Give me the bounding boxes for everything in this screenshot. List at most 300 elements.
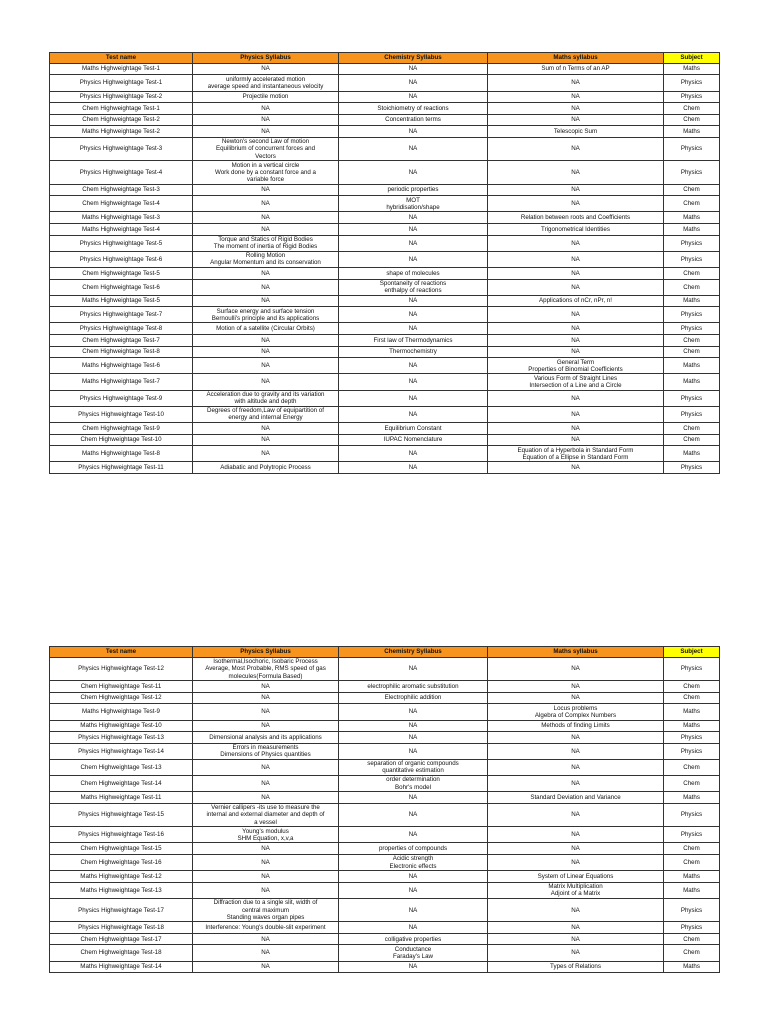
cell-line: NA [571, 325, 580, 333]
physics-syllabus-cell [193, 137, 339, 160]
table-row [50, 279, 720, 295]
cell-line: NA [571, 665, 580, 673]
test-name-cell: Physics Highweightage Test-14 [50, 743, 193, 759]
maths-syllabus-cell [488, 126, 664, 138]
cell-line: SHM Equation, x,v,a [237, 834, 294, 842]
physics-syllabus-cell [193, 704, 339, 720]
cell-line: Isothermal,Isochoric, Isobaric Process [213, 658, 318, 666]
cell-line: NA [571, 831, 580, 839]
cell-line: NA [261, 348, 270, 356]
physics-syllabus-cell [193, 307, 339, 323]
cell-line: NA [261, 963, 270, 971]
physics-syllabus-cell [193, 91, 339, 103]
subject-cell: Chem [664, 335, 720, 347]
physics-syllabus-cell [193, 235, 339, 251]
subject-cell: Maths [664, 212, 720, 224]
cell-line: Motion in a vertical circle [231, 161, 300, 169]
cell-line: NA [571, 200, 580, 208]
table-row [50, 358, 720, 374]
cell-line: Surface energy and surface tension [216, 307, 315, 315]
physics-syllabus-cell [193, 843, 339, 855]
physics-syllabus-cell [193, 759, 339, 775]
cell-line: separation of organic compounds [367, 760, 459, 768]
cell-line: Dimensional analysis and its applications [209, 733, 322, 741]
physics-syllabus-cell [193, 279, 339, 295]
maths-syllabus-cell [488, 759, 664, 775]
cell-line: NA [261, 436, 270, 444]
maths-syllabus-cell [488, 75, 664, 91]
table-row [50, 406, 720, 422]
chemistry-syllabus-cell [339, 267, 488, 279]
table-row [50, 422, 720, 434]
test-name-cell: Chem Highweightage Test-4 [50, 196, 193, 212]
cell-line: NA [408, 463, 418, 471]
physics-syllabus-cell [193, 720, 339, 732]
maths-syllabus-cell [488, 63, 664, 75]
subject-cell: Chem [664, 759, 720, 775]
header-chemistry-syllabus: Chemistry Syllabus [339, 53, 488, 64]
cell-line: NA [261, 763, 270, 771]
table-row [50, 335, 720, 347]
cell-line: Bernoulli's principle and its applications [211, 314, 320, 322]
cell-line: Projectile motion [242, 93, 289, 101]
cell-line: with altitude and depth [234, 398, 297, 406]
cell-line: NA [261, 935, 270, 943]
header-test-name: Test name [50, 647, 193, 658]
subject-cell: Chem [664, 267, 720, 279]
chemistry-syllabus-cell [339, 75, 488, 91]
test-name-cell: Chem Highweightage Test-3 [50, 184, 193, 196]
test-name-cell: Physics Highweightage Test-15 [50, 803, 193, 826]
chemistry-syllabus-cell [339, 933, 488, 945]
cell-line: NA [408, 93, 418, 101]
chemistry-syllabus-cell [339, 63, 488, 75]
physics-syllabus-cell [193, 462, 339, 474]
test-name-cell: Maths Highweightage Test-5 [50, 295, 193, 307]
test-name-cell: Chem Highweightage Test-5 [50, 267, 193, 279]
maths-syllabus-cell [488, 803, 664, 826]
table-row [50, 854, 720, 870]
maths-syllabus-cell [488, 137, 664, 160]
cell-line: Errors in measurements [232, 744, 299, 752]
cell-line: NA [261, 104, 270, 112]
table-row [50, 843, 720, 855]
chemistry-syllabus-cell [339, 390, 488, 406]
cell-line: NA [261, 116, 270, 124]
cell-line: NA [261, 297, 270, 305]
maths-syllabus-cell [488, 792, 664, 804]
test-name-cell: Physics Highweightage Test-16 [50, 827, 193, 843]
chemistry-syllabus-cell [339, 776, 488, 792]
maths-syllabus-cell [488, 434, 664, 446]
table-row [50, 933, 720, 945]
cell-line: NA [408, 168, 418, 176]
cell-line: Sum of n Terms of an AP [541, 65, 610, 73]
physics-syllabus-cell [193, 295, 339, 307]
subject-cell: Chem [664, 279, 720, 295]
table-row [50, 898, 720, 921]
cell-line: a vessel [254, 818, 277, 826]
table-row [50, 446, 720, 462]
subject-cell: Physics [664, 323, 720, 335]
cell-line: NA [571, 811, 580, 819]
cell-line: NA [408, 225, 418, 233]
table-row [50, 184, 720, 196]
chemistry-syllabus-cell [339, 323, 488, 335]
header-physics-syllabus: Physics Syllabus [193, 53, 339, 64]
header-maths-syllabus: Maths syllabus [488, 53, 664, 64]
physics-syllabus-cell [193, 75, 339, 91]
chemistry-syllabus-cell [339, 114, 488, 126]
subject-cell: Chem [664, 776, 720, 792]
cell-line: NA [261, 682, 270, 690]
cell-line: Newton's second Law of motion [221, 138, 310, 146]
subject-cell: Maths [664, 374, 720, 390]
cell-line: NA [261, 858, 270, 866]
table-row [50, 323, 720, 335]
cell-line: NA [408, 127, 418, 135]
cell-line: NA [261, 336, 270, 344]
maths-syllabus-cell [488, 91, 664, 103]
subject-cell: Physics [664, 732, 720, 744]
cell-line: NA [408, 886, 418, 894]
test-name-cell: Physics Highweightage Test-1 [50, 75, 193, 91]
cell-line: NA [408, 747, 418, 755]
table-row [50, 346, 720, 358]
cell-line: Types of Relations [550, 963, 601, 971]
maths-syllabus-cell [488, 346, 664, 358]
cell-line: NA [571, 336, 580, 344]
cell-line: NA [261, 127, 270, 135]
cell-line: NA [571, 858, 580, 866]
cell-line: NA [408, 239, 418, 247]
chemistry-syllabus-cell [339, 681, 488, 693]
maths-syllabus-cell [488, 114, 664, 126]
physics-syllabus-cell [193, 776, 339, 792]
cell-line: MOT [406, 196, 420, 204]
header-chemistry-syllabus: Chemistry Syllabus [339, 647, 488, 658]
cell-line: average speed and instantaneous velocity [207, 82, 324, 90]
maths-syllabus-cell [488, 898, 664, 921]
cell-line: NA [571, 269, 580, 277]
table-row [50, 692, 720, 704]
maths-syllabus-cell [488, 657, 664, 680]
cell-line: NA [408, 665, 418, 673]
test-name-cell: Physics Highweightage Test-4 [50, 161, 193, 184]
test-name-cell: Chem Highweightage Test-10 [50, 434, 193, 446]
test-name-cell: Physics Highweightage Test-2 [50, 91, 193, 103]
test-name-cell: Maths Highweightage Test-12 [50, 871, 193, 883]
chemistry-syllabus-cell [339, 126, 488, 138]
subject-cell: Physics [664, 251, 720, 267]
chemistry-syllabus-cell [339, 335, 488, 347]
maths-syllabus-cell [488, 323, 664, 335]
subject-cell: Physics [664, 307, 720, 323]
subject-cell: Chem [664, 945, 720, 961]
physics-syllabus-cell [193, 335, 339, 347]
cell-line: NA [408, 906, 418, 914]
maths-syllabus-cell [488, 743, 664, 759]
table-row [50, 114, 720, 126]
physics-syllabus-cell [193, 346, 339, 358]
table-row [50, 720, 720, 732]
test-name-cell: Chem Highweightage Test-14 [50, 776, 193, 792]
chemistry-syllabus-cell [339, 843, 488, 855]
table-row [50, 63, 720, 75]
chemistry-syllabus-cell [339, 720, 488, 732]
table-row [50, 196, 720, 212]
maths-syllabus-cell [488, 422, 664, 434]
maths-syllabus-cell [488, 776, 664, 792]
cell-line: NA [261, 793, 270, 801]
subject-cell: Physics [664, 235, 720, 251]
cell-line: Stoichiometry of reactions [377, 104, 449, 112]
test-name-cell: Maths Highweightage Test-14 [50, 961, 193, 973]
syllabus-table-2 [49, 646, 720, 973]
maths-syllabus-cell [488, 827, 664, 843]
cell-line: molecules(Formula Based) [228, 672, 303, 680]
physics-syllabus-cell [193, 212, 339, 224]
table-row [50, 212, 720, 224]
chemistry-syllabus-cell [339, 854, 488, 870]
subject-cell: Physics [664, 922, 720, 934]
cell-line: NA [261, 362, 270, 370]
test-name-cell: Maths Highweightage Test-7 [50, 374, 193, 390]
maths-syllabus-cell [488, 295, 664, 307]
physics-syllabus-cell [193, 945, 339, 961]
maths-syllabus-cell [488, 212, 664, 224]
subject-cell: Physics [664, 137, 720, 160]
subject-cell: Physics [664, 390, 720, 406]
cell-line: NA [571, 845, 580, 853]
cell-line: NA [571, 348, 580, 356]
physics-syllabus-cell [193, 223, 339, 235]
cell-line: Bohr's model [395, 783, 431, 791]
cell-line: NA [408, 214, 418, 222]
cell-line: NA [571, 79, 580, 87]
header-row [50, 53, 720, 64]
cell-line: Degrees of freedom,Law of equipartition of [207, 407, 324, 415]
table-row [50, 161, 720, 184]
cell-line: variable force [246, 176, 285, 184]
maths-syllabus-cell [488, 235, 664, 251]
table-row [50, 103, 720, 115]
test-name-cell: Physics Highweightage Test-18 [50, 922, 193, 934]
table-row [50, 759, 720, 775]
cell-line: electrophilic aromatic substitution [367, 682, 459, 690]
cell-line: Standard Deviation and Variance [530, 793, 621, 801]
test-name-cell: Physics Highweightage Test-11 [50, 462, 193, 474]
cell-line: Spontaneity of reactions [379, 279, 447, 287]
maths-syllabus-cell [488, 267, 664, 279]
chemistry-syllabus-cell [339, 462, 488, 474]
cell-line: NA [571, 694, 580, 702]
physics-syllabus-cell [193, 933, 339, 945]
test-name-cell: Chem Highweightage Test-2 [50, 114, 193, 126]
test-name-cell: Chem Highweightage Test-9 [50, 422, 193, 434]
maths-syllabus-cell [488, 961, 664, 973]
chemistry-syllabus-cell [339, 871, 488, 883]
chemistry-syllabus-cell [339, 803, 488, 826]
physics-syllabus-cell [193, 961, 339, 973]
physics-syllabus-cell [193, 681, 339, 693]
chemistry-syllabus-cell [339, 137, 488, 160]
subject-cell: Maths [664, 882, 720, 898]
maths-syllabus-cell [488, 732, 664, 744]
subject-cell: Physics [664, 898, 720, 921]
cell-line: NA [571, 145, 580, 153]
subject-cell: Chem [664, 114, 720, 126]
table-row [50, 681, 720, 693]
cell-line: NA [408, 362, 418, 370]
chemistry-syllabus-cell [339, 792, 488, 804]
maths-syllabus-cell [488, 945, 664, 961]
test-name-cell: Chem Highweightage Test-6 [50, 279, 193, 295]
maths-syllabus-cell [488, 681, 664, 693]
cell-line: Average, Most Probable, RMS speed of gas [205, 665, 326, 673]
table-row [50, 267, 720, 279]
cell-line: periodic properties [387, 186, 439, 194]
cell-line: Various Form of Straight Lines [533, 374, 618, 382]
cell-line: quantitative estimation [382, 767, 444, 775]
cell-line: NA [408, 65, 418, 73]
syllabus-table-1 [49, 52, 720, 474]
subject-cell: Chem [664, 422, 720, 434]
cell-line: NA [408, 325, 418, 333]
test-name-cell: Chem Highweightage Test-12 [50, 692, 193, 704]
chemistry-syllabus-cell [339, 184, 488, 196]
table-row [50, 743, 720, 759]
chemistry-syllabus-cell [339, 945, 488, 961]
subject-cell: Maths [664, 446, 720, 462]
chemistry-syllabus-cell [339, 103, 488, 115]
header-physics-syllabus: Physics Syllabus [193, 647, 339, 658]
cell-line: General Term [556, 358, 595, 366]
cell-line: Equilibrium of concurrent forces and [215, 145, 316, 153]
cell-line: The moment of inertia of Rigid Bodies [213, 243, 318, 251]
test-name-cell: Chem Highweightage Test-17 [50, 933, 193, 945]
cell-line: Electrophilic addition [384, 694, 442, 702]
cell-line: NA [261, 949, 270, 957]
subject-cell: Physics [664, 827, 720, 843]
test-name-cell: Chem Highweightage Test-1 [50, 103, 193, 115]
subject-cell: Chem [664, 933, 720, 945]
cell-line: NA [571, 733, 580, 741]
subject-cell: Physics [664, 406, 720, 422]
chemistry-syllabus-cell [339, 882, 488, 898]
subject-cell: Physics [664, 75, 720, 91]
cell-line: NA [571, 239, 580, 247]
physics-syllabus-cell [193, 103, 339, 115]
cell-line: NA [571, 935, 580, 943]
subject-cell: Chem [664, 346, 720, 358]
chemistry-syllabus-cell [339, 251, 488, 267]
cell-line: NA [408, 378, 418, 386]
table-row [50, 776, 720, 792]
cell-line: NA [571, 780, 580, 788]
subject-cell: Physics [664, 91, 720, 103]
maths-syllabus-cell [488, 922, 664, 934]
cell-line: Faraday's Law [392, 953, 434, 961]
subject-cell: Maths [664, 295, 720, 307]
maths-syllabus-cell [488, 374, 664, 390]
physics-syllabus-cell [193, 854, 339, 870]
test-name-cell: Chem Highweightage Test-8 [50, 346, 193, 358]
chemistry-syllabus-cell [339, 743, 488, 759]
cell-line: colligative properties [384, 935, 442, 943]
chemistry-syllabus-cell [339, 898, 488, 921]
cell-line: NA [408, 963, 418, 971]
physics-syllabus-cell [193, 267, 339, 279]
test-name-cell: Maths Highweightage Test-3 [50, 212, 193, 224]
cell-line: Intersection of a Line and a Circle [529, 381, 622, 389]
table-row [50, 827, 720, 843]
maths-syllabus-cell [488, 358, 664, 374]
cell-line: Rolling Motion [245, 252, 286, 260]
cell-line: Properties of Binomial Coefficients [528, 365, 623, 373]
physics-syllabus-cell [193, 827, 339, 843]
table-row [50, 434, 720, 446]
cell-line: NA [408, 722, 418, 730]
cell-line: Equilibrium Constant [384, 424, 442, 432]
physics-syllabus-cell [193, 692, 339, 704]
table-row [50, 137, 720, 160]
cell-line: Thermochemistry [389, 348, 437, 356]
table-row [50, 223, 720, 235]
table-row [50, 922, 720, 934]
cell-line: enthalpy of reactions [384, 287, 442, 295]
cell-line: uniformly accelerated motion [225, 75, 306, 83]
physics-syllabus-cell [193, 406, 339, 422]
maths-syllabus-cell [488, 720, 664, 732]
test-name-cell: Physics Highweightage Test-9 [50, 390, 193, 406]
physics-syllabus-cell [193, 184, 339, 196]
subject-cell: Maths [664, 358, 720, 374]
cell-line: Motion of a satellite (Circular Orbits) [216, 325, 315, 333]
chemistry-syllabus-cell [339, 235, 488, 251]
header-subject: Subject [664, 647, 720, 658]
physics-syllabus-cell [193, 732, 339, 744]
cell-line: Torque and Statics of Rigid Bodies [218, 235, 313, 243]
cell-line: Dimensions of Physics quantities [220, 751, 311, 759]
cell-line: properties of compounds [378, 845, 448, 853]
cell-line: NA [571, 463, 580, 471]
subject-cell: Maths [664, 63, 720, 75]
maths-syllabus-cell [488, 692, 664, 704]
table-row [50, 792, 720, 804]
maths-syllabus-cell [488, 184, 664, 196]
cell-line: NA [408, 255, 418, 263]
cell-line: Methods of finding Limits [541, 722, 610, 730]
maths-syllabus-cell [488, 335, 664, 347]
cell-line: NA [261, 269, 270, 277]
cell-line: Telescopic Sum [553, 127, 598, 135]
subject-cell: Physics [664, 161, 720, 184]
chemistry-syllabus-cell [339, 446, 488, 462]
cell-line: NA [571, 168, 580, 176]
subject-cell: Maths [664, 720, 720, 732]
cell-line: NA [261, 845, 270, 853]
test-name-cell: Maths Highweightage Test-11 [50, 792, 193, 804]
test-name-cell: Maths Highweightage Test-6 [50, 358, 193, 374]
cell-line: NA [408, 872, 418, 880]
table-row [50, 462, 720, 474]
cell-line: Trigonometrical Identities [541, 225, 610, 233]
cell-line: NA [408, 924, 418, 931]
cell-line: Work done by a constant force and a [214, 168, 316, 176]
cell-line: NA [261, 283, 270, 291]
cell-line: Matrix Multiplication [548, 883, 603, 891]
